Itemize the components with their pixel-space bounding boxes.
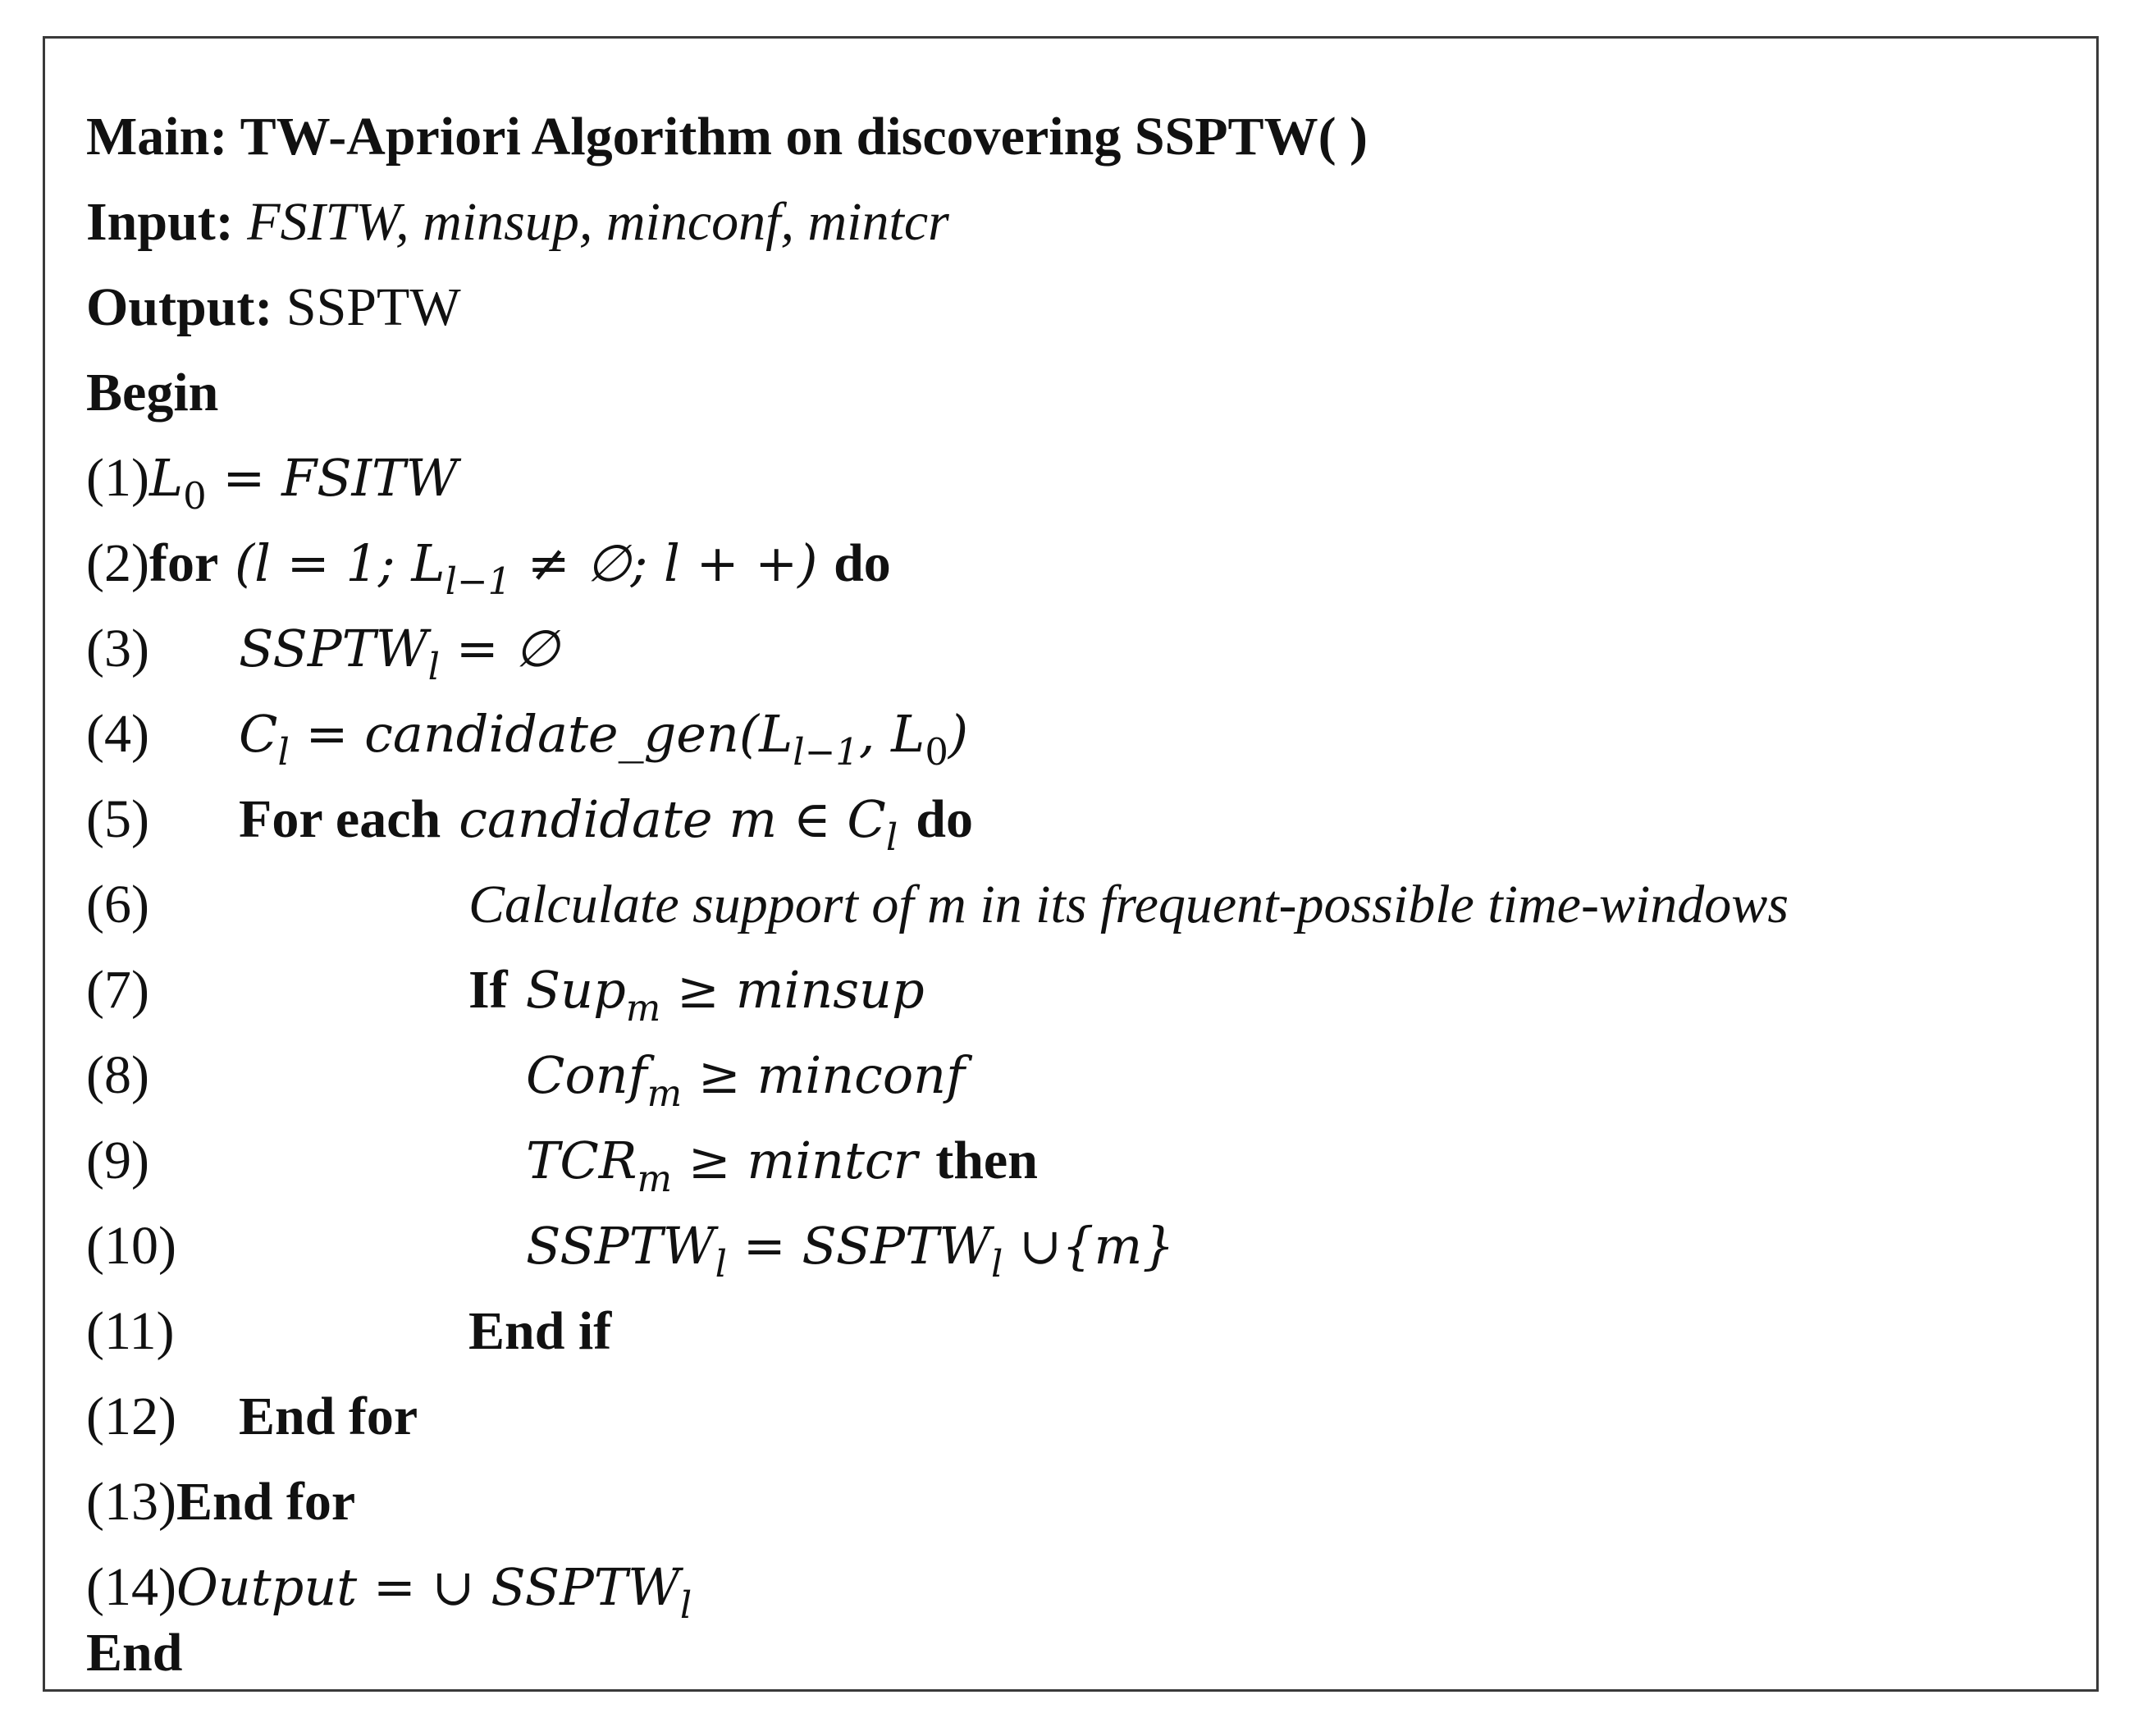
step-expression: = candidate_gen(L: [289, 704, 793, 764]
subscript: l: [427, 644, 441, 688]
step-10: [86, 1205, 1175, 1287]
step-number: (8): [86, 1045, 149, 1105]
step-number: (5): [86, 789, 149, 849]
step-number: (12): [86, 1387, 176, 1446]
step-number: (7): [86, 960, 149, 1020]
subscript: l: [679, 1583, 692, 1627]
step-expression: ≥ minsup: [660, 960, 925, 1020]
subscript: l: [885, 815, 898, 859]
step-12: [86, 1376, 418, 1458]
keyword-end-if: End if: [468, 1301, 612, 1361]
algorithm-box: [43, 36, 2099, 1692]
keyword-end-for: End for: [239, 1387, 418, 1446]
keyword-do: do: [916, 789, 973, 849]
step-expression: = ∪ SSPTW: [357, 1557, 680, 1617]
subscript: l−1: [793, 729, 859, 774]
end-keyword: End: [86, 1623, 183, 1683]
output-label: Output:: [86, 277, 273, 337]
step-expression: Output: [176, 1557, 358, 1617]
step-text: Calculate support of m in its frequent-possible time-windows: [468, 875, 1789, 934]
keyword-for: for: [149, 533, 219, 593]
step-2: [86, 523, 891, 605]
step-4: [86, 693, 969, 775]
step-5: [86, 779, 973, 861]
step-1: [86, 437, 458, 519]
algorithm-title: Main: TW-Apriori Algorithm on discovering SSPTW( ): [86, 107, 1369, 167]
step-expression: L: [149, 448, 184, 508]
subscript: m: [637, 1156, 673, 1200]
step-number: (2): [86, 533, 149, 593]
step-number: (14): [86, 1557, 176, 1617]
step-number: (4): [86, 704, 149, 764]
step-8: [86, 1035, 966, 1117]
step-expression: ≥ minconf: [682, 1045, 966, 1105]
input-value: FSITW, minsup, minconf, mintcr: [247, 192, 949, 252]
step-expression: SSPTW: [239, 619, 428, 678]
begin-keyword: Begin: [86, 363, 219, 423]
step-expression: , L: [858, 704, 925, 764]
step-expression: ): [948, 704, 969, 764]
step-expression: SSPTW: [526, 1216, 715, 1276]
step-9: [86, 1120, 1038, 1202]
step-11: [86, 1291, 612, 1373]
step-number: (3): [86, 619, 149, 678]
keyword-if: If: [468, 960, 508, 1020]
step-expression: C: [239, 704, 278, 764]
subscript: l: [715, 1241, 728, 1286]
step-number: (13): [86, 1472, 176, 1532]
step-number: (1): [86, 448, 149, 508]
subscript: 0: [925, 729, 948, 774]
step-expression: ∪{m}: [1003, 1216, 1175, 1276]
output-value: SSPTW: [286, 277, 461, 337]
subscript: 0: [183, 473, 207, 518]
subscript: m: [625, 985, 661, 1030]
step-number: (6): [86, 875, 149, 934]
step-6: [86, 864, 1789, 946]
subscript: l: [277, 729, 290, 774]
step-number: (11): [86, 1301, 175, 1361]
step-expression: Conf: [526, 1045, 647, 1105]
subscript: l: [991, 1241, 1003, 1286]
step-expression: (l = 1; L: [218, 533, 446, 593]
step-expression: = SSPTW: [727, 1216, 992, 1276]
step-expression: ≠ ∅; l + +): [511, 533, 834, 593]
step-expression: ≥ mintcr: [672, 1131, 918, 1190]
keyword-for-each: For each: [239, 789, 441, 849]
step-13: [86, 1461, 355, 1543]
keyword-then: then: [935, 1131, 1038, 1190]
step-3: [86, 608, 560, 690]
keyword-end-for: End for: [176, 1472, 356, 1532]
step-7: [86, 949, 925, 1031]
input-line: [86, 181, 949, 263]
step-number: (9): [86, 1131, 149, 1190]
subscript: l−1: [445, 559, 512, 603]
step-number: (10): [86, 1216, 176, 1276]
output-line: [86, 267, 461, 349]
input-label: Input:: [86, 192, 234, 252]
step-expression: candidate m ∈ C: [459, 789, 886, 849]
keyword-do: do: [834, 533, 891, 593]
step-expression: TCR: [526, 1131, 637, 1190]
step-expression: = ∅: [440, 619, 560, 678]
subscript: m: [647, 1071, 683, 1115]
step-expression: Sup: [525, 960, 626, 1020]
step-expression: = FSITW: [206, 448, 459, 508]
